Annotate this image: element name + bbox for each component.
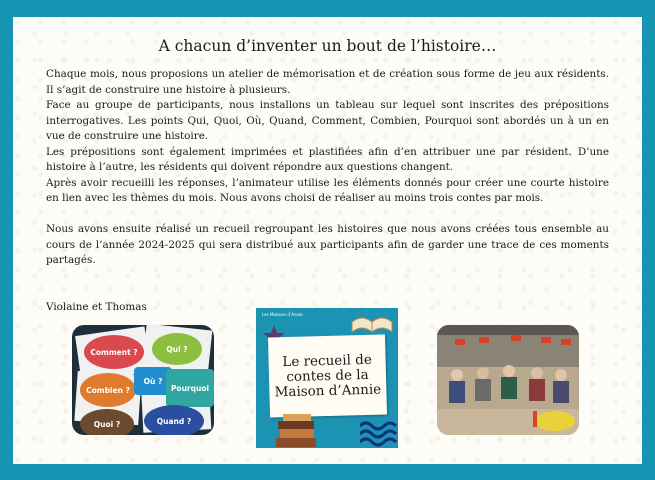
wave-pattern: [360, 416, 398, 448]
book-title-line: contes de la: [286, 366, 369, 385]
combien-bubble: Combien ?: [80, 373, 136, 407]
book-title-line: Maison d’Annie: [274, 381, 382, 400]
content-sheet: [13, 17, 642, 464]
paragraph: Nous avons ensuite réalisé un recueil regroupant les histoires que nous avons créées tous ensemble au cours de l’année 2024-2025 qui sera distribué aux participants afin de garder une trace de ces moments partagés.: [46, 223, 609, 266]
paragraph: Les prépositions sont également imprimées et plastifiées afin d’en attribuer une par résident. D’une histoire à l’autre, les résidents qui doivent répondre aux questions changent.: [46, 145, 609, 173]
book-cover-image: [256, 308, 398, 448]
quoi-bubble: Quoi ?: [80, 409, 134, 435]
paragraph: Après avoir recueilli les réponses, l’animateur utilise les éléments donnés pour créer une courte histoire en lien avec les thèmes du mois. Nous avons choisi de réaliser au moins trois contes par mois.: [46, 176, 609, 204]
paragraph: Chaque mois, nous proposions un atelier de mémorisation et de création sous forme de jeu aux résidents. Il s’agit de construire une histoire à plusieurs.: [46, 68, 609, 96]
quand-bubble: Quand ?: [144, 405, 204, 435]
qui-bubble: Qui ?: [152, 333, 202, 365]
book-title-line: Le recueil de: [282, 351, 373, 370]
question-cards-photo: [72, 325, 214, 435]
open-book-icon: [350, 310, 394, 336]
page-title: A chacun d’inventer un bout de l’histoire…: [158, 37, 497, 55]
signature: Violaine et Thomas: [46, 301, 147, 313]
comment-bubble: Comment ?: [84, 335, 144, 369]
article-body: [46, 67, 609, 269]
group-activity-photo: [437, 325, 579, 435]
pourquoi-card: Pourquoi: [166, 369, 214, 407]
book-title-card: [268, 334, 387, 417]
ou-card: Où ?: [134, 367, 172, 395]
spacer: [46, 207, 609, 223]
activity-scene: [437, 325, 579, 435]
logo: Les Maisons d’Annie: [262, 312, 303, 317]
paragraph: Face au groupe de participants, nous installons un tableau sur lequel sont inscrites des prépositions interrogatives. Les points Qui, Quoi, Où, Quand, Comment, Combien, Pourquoi sont abordés un à un en vue de construire une histoire.: [46, 99, 609, 142]
book-stack-icon: [274, 412, 320, 448]
